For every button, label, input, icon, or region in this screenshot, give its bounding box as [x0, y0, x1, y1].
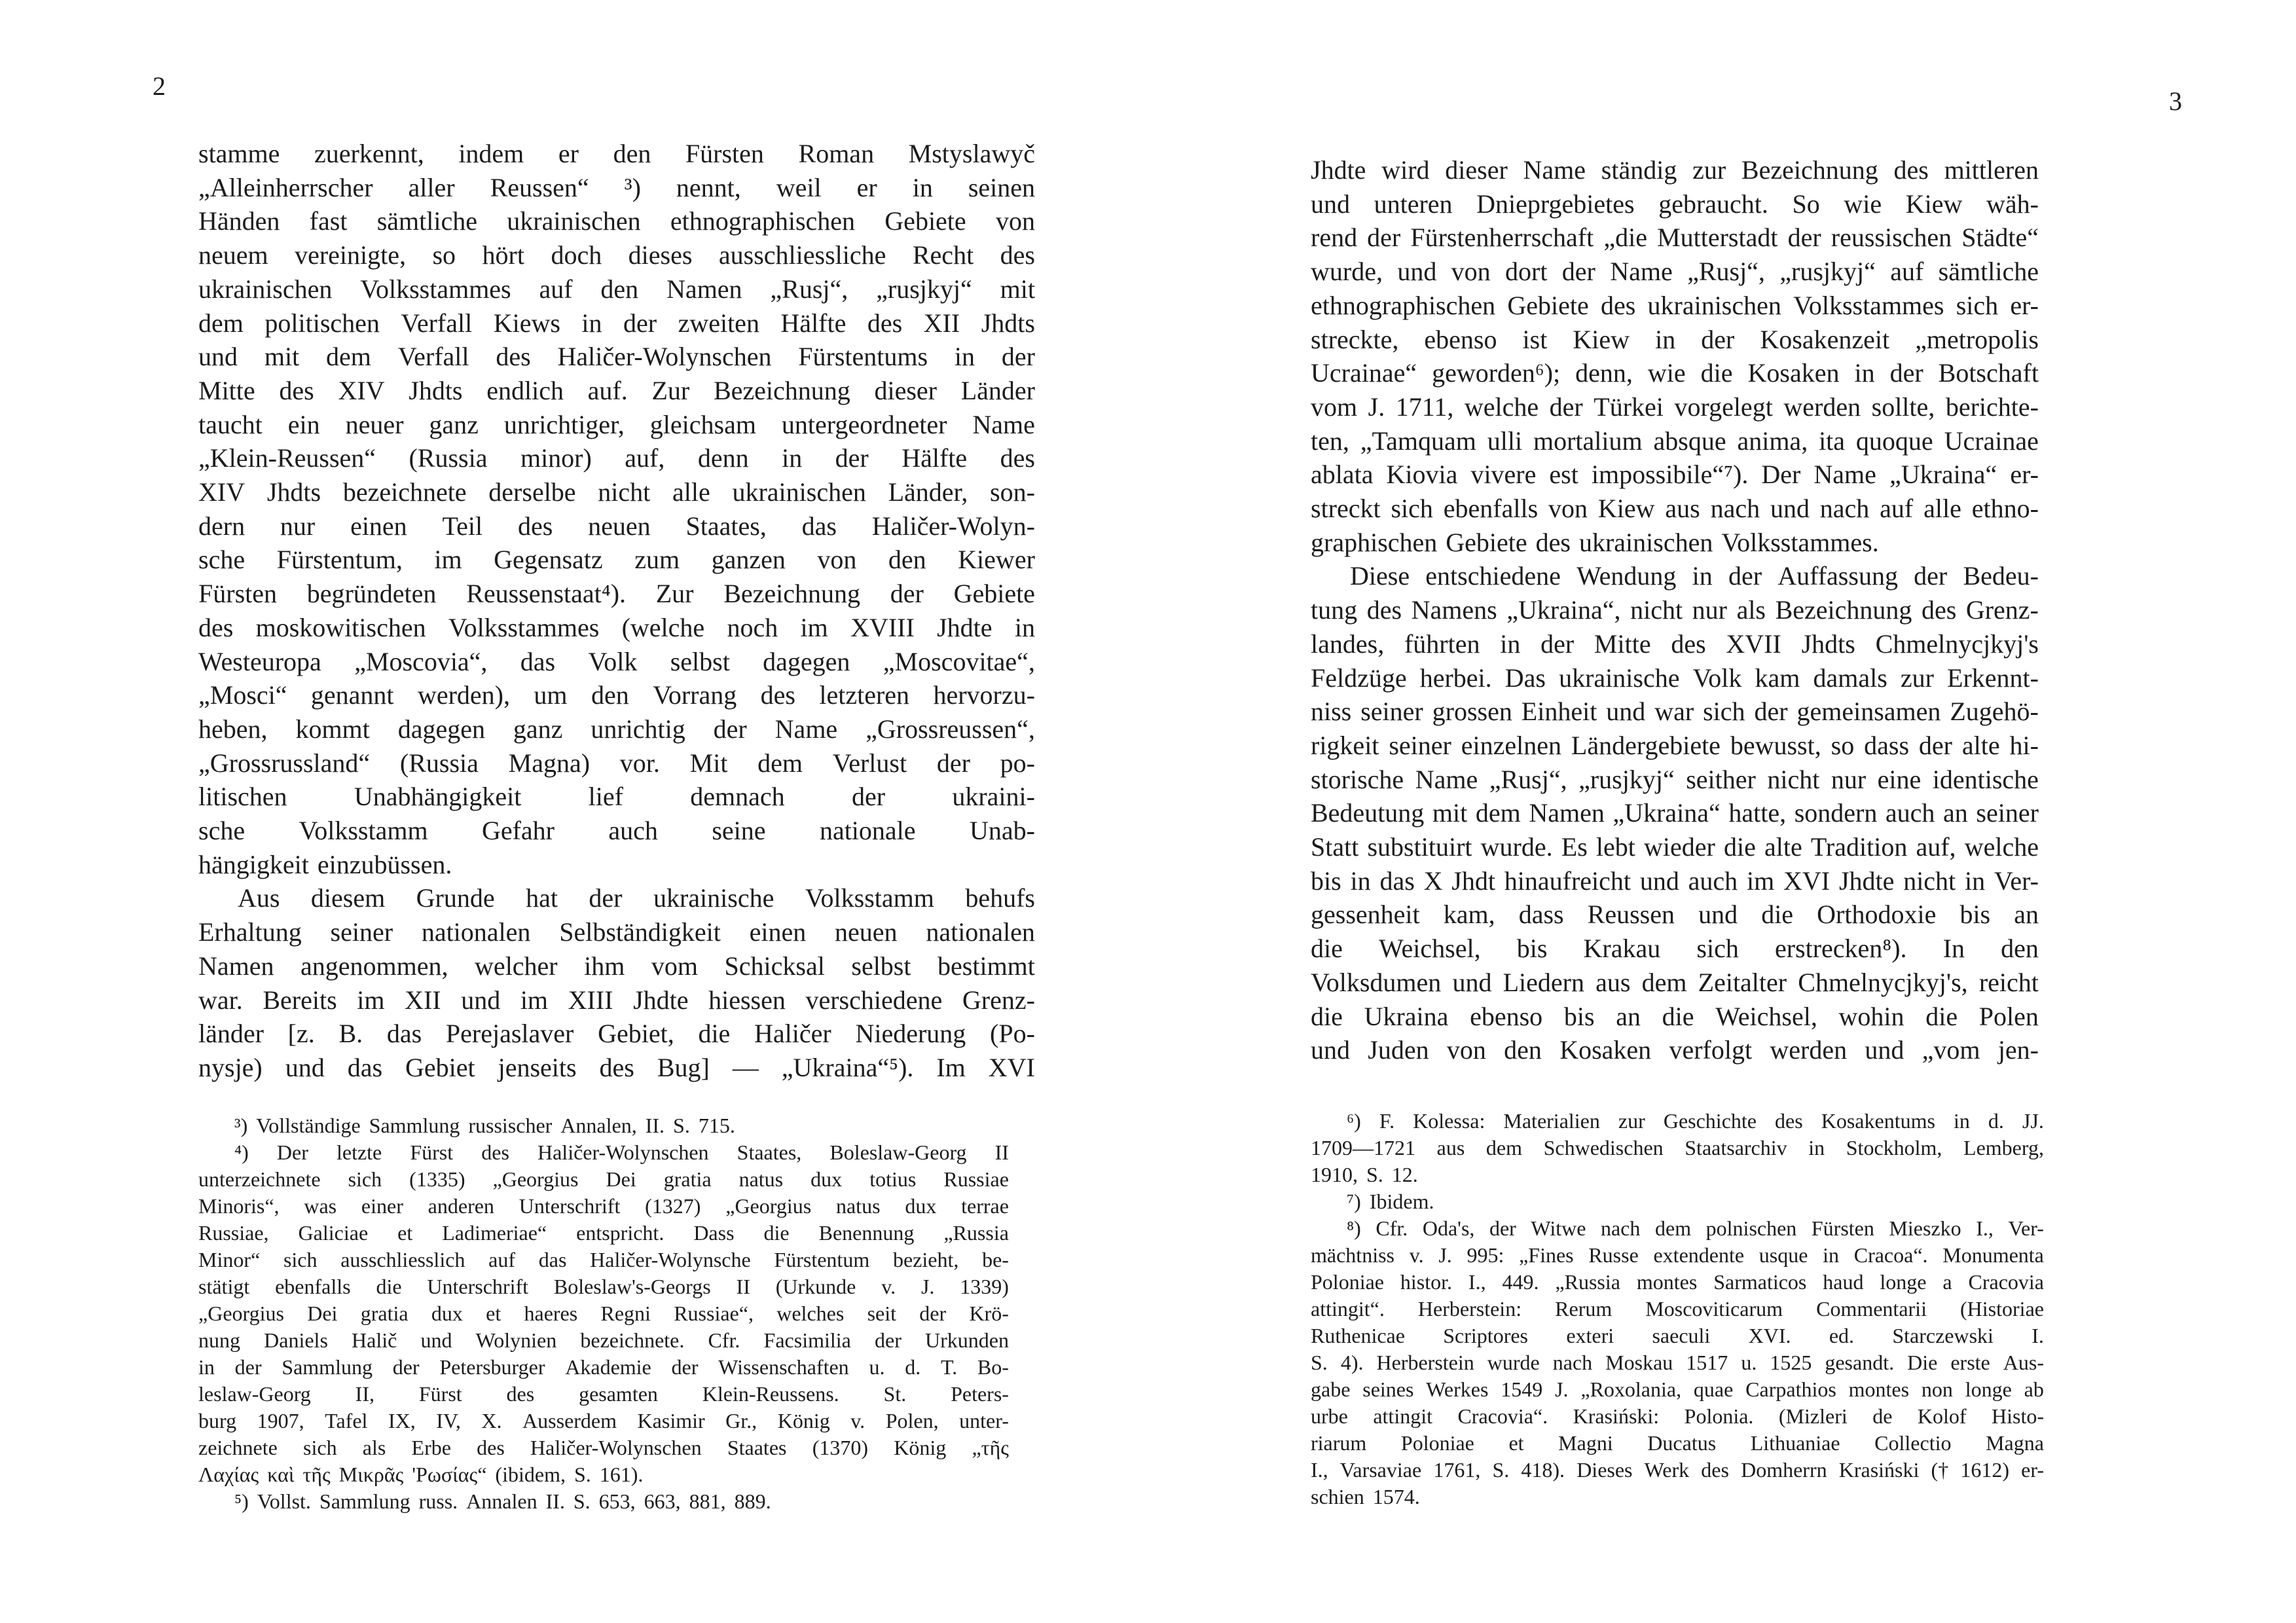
text-line: taucht ein neuer ganz unrichtiger, gleichsam untergeordneter Name	[198, 409, 1035, 439]
text-line: ethnographischen Gebiete des ukrainischen Volksstammes sich er-	[1311, 290, 2039, 320]
text-line: Aus diesem Grunde hat der ukrainische Volksstamm behufs	[238, 883, 1035, 913]
text-line: graphischen Gebiete des ukrainischen Volksstammes.	[1311, 527, 1879, 557]
text-line: sche Volksstamm Gefahr auch seine nationale Unab-	[198, 816, 1035, 846]
text-line: Feldzüge herbei. Das ukrainische Volk kam damals zur Erkennt-	[1311, 663, 2039, 693]
text-line: „Mosci“ genannt werden), um den Vorrang des letzteren hervorzu-	[198, 680, 1035, 710]
text-line: „Klein-Reussen“ (Russia minor) auf, denn in der Hälfte des	[198, 443, 1035, 473]
text-line: streckte, ebenso ist Kiew in der Kosakenzeit „metropolis	[1311, 324, 2039, 354]
footnote-line: unterzeichnete sich (1335) „Georgius Dei gratia natus dux totius Russiae	[198, 1167, 1009, 1191]
text-line: heben, kommt dagegen ganz unrichtig der Name „Grossreussen“,	[198, 714, 1035, 744]
footnote-line: riarum Poloniae et Magni Ducatus Lithuaniae Collectio Magna	[1311, 1431, 2044, 1455]
footnote-line: nung Daniels Halič und Wolynien bezeichnete. Cfr. Facsimilia der Urkunden	[198, 1328, 1009, 1352]
text-line: neuem vereinigte, so hört doch dieses ausschliessliche Recht des	[198, 240, 1035, 270]
footnote-line: I., Varsaviae 1761, S. 418). Dieses Werk des Domherrn Krasiński († 1612) er-	[1311, 1458, 2044, 1482]
text-line: rend der Fürstenherrschaft „die Mutterstadt der reussischen Städte“	[1311, 223, 2039, 253]
text-line: „Grossrussland“ (Russia Magna) vor. Mit dem Verlust der po-	[198, 748, 1035, 778]
text-line: Ucrainae“ geworden⁶); denn, wie die Kosaken in der Botschaft	[1311, 358, 2039, 388]
footnote-line: in der Sammlung der Petersburger Akademie der Wissenschaften u. d. T. Bo-	[198, 1355, 1009, 1379]
text-line: niss seiner grossen Einheit und war sich der gemeinsamen Zugehö-	[1311, 697, 2039, 727]
text-line: bis in das X Jhdt hinaufreicht und auch im XVI Jhdte nicht in Ver-	[1311, 866, 2039, 896]
footnote-line: Λαχίας καὶ τῆς Μικρᾶς 'Ρωσίας“ (ibidem, S. 161).	[198, 1463, 644, 1486]
footnote-line: burg 1907, Tafel IX, IV, X. Ausserdem Kasimir Gr., König v. Polen, unter-	[198, 1409, 1009, 1432]
footnote-line: zeichnete sich als Erbe des Haličer-Wolynschen Staates (1370) König „τῆς	[198, 1436, 1009, 1459]
body-text	[1311, 153, 2039, 1067]
page-number: 3	[2169, 86, 2182, 116]
footnotes	[198, 1112, 1009, 1515]
footnote-line: 1910, S. 12.	[1311, 1163, 1418, 1186]
text-line: die Weichsel, bis Krakau sich erstrecken⁸). In den	[1311, 934, 2039, 964]
footnote-line: Minoris“, was einer anderen Unterschrift (1327) „Georgius natus dux terrae	[198, 1194, 1009, 1218]
text-line: vom J. 1711, welche der Türkei vorgelegt werden sollte, berichte-	[1311, 392, 2039, 422]
footnote-line: ⁷) Ibidem.	[1347, 1190, 1434, 1213]
footnote-line: ³) Vollständige Sammlung russischer Annalen, II. S. 715.	[234, 1114, 735, 1137]
footnote-line: attingit“. Herberstein: Rerum Moscoviticarum Commentarii (Historiae	[1311, 1297, 2044, 1321]
text-line: wurde, und von dort der Name „Rusj“, „rusjkyj“ auf sämtliche	[1311, 257, 2039, 287]
text-line: „Alleinherrscher aller Reussen“ ³) nennt, weil er in seinen	[198, 172, 1035, 202]
text-line: dem politischen Verfall Kiews in der zweiten Hälfte des XII Jhdts	[198, 308, 1035, 338]
text-line: Erhaltung seiner nationalen Selbständigkeit einen neuen nationalen	[198, 917, 1035, 947]
body-text	[198, 137, 1035, 1085]
footnote-line: ⁶) F. Kolessa: Materialien zur Geschichte des Kosakentums in d. JJ.	[1347, 1109, 2044, 1133]
footnote-line: ⁴) Der letzte Fürst des Haličer-Wolynschen Staates, Boleslaw-Georg II	[234, 1140, 1009, 1164]
text-line: Westeuropa „Moscovia“, das Volk selbst dagegen „Moscovitae“,	[198, 646, 1035, 676]
text-line: länder [z. B. das Perejaslaver Gebiet, die Haličer Niederung (Po-	[198, 1019, 1035, 1049]
footnote-line: leslaw-Georg II, Fürst des gesamten Klein-Reussens. St. Peters-	[198, 1382, 1009, 1406]
text-line: Volksdumen und Liedern aus dem Zeitalter Chmelnycjkyj's, reicht	[1311, 967, 2039, 997]
text-line: Mitte des XIV Jhdts endlich auf. Zur Bezeichnung dieser Länder	[198, 375, 1035, 405]
text-line: gessenheit kam, dass Reussen und die Orthodoxie bis an	[1311, 900, 2039, 930]
footnote-line: ⁸) Cfr. Oda's, der Witwe nach dem polnischen Fürsten Mieszko I., Ver-	[1347, 1216, 2044, 1240]
text-line: ten, „Tamquam ulli mortalium absque anima, ita quoque Ucrainae	[1311, 426, 2039, 456]
text-line: XIV Jhdts bezeichnete derselbe nicht alle ukrainischen Länder, son-	[198, 477, 1035, 507]
text-line: rigkeit seiner einzelnen Ländergebiete bewusst, so dass der alte hi-	[1311, 730, 2039, 760]
footnote-line: Ruthenicae Scriptores exteri saeculi XVI. ed. Starczewski I.	[1311, 1324, 2044, 1347]
footnote-line: Russiae, Galiciae et Ladimeriae“ entspricht. Dass die Benennung „Russia	[198, 1221, 1009, 1245]
footnote-line: „Georgius Dei gratia dux et haeres Regni Russiae“, welches seit der Krö-	[198, 1302, 1009, 1325]
footnote-line: schien 1574.	[1311, 1485, 1420, 1508]
text-line: Jhdte wird dieser Name ständig zur Bezeichnung des mittleren	[1311, 155, 2039, 185]
footnote-line: 1709—1721 aus dem Schwedischen Staatsarchiv in Stockholm, Lemberg,	[1311, 1136, 2044, 1159]
text-line: und unteren Dnieprgebietes gebraucht. So wie Kiew wäh-	[1311, 189, 2039, 219]
text-line: hängigkeit einzubüssen.	[198, 849, 452, 879]
text-line: stamme zuerkennt, indem er den Fürsten Roman Mstyslawyč	[198, 139, 1035, 168]
footnote-line: Minor“ sich ausschliesslich auf das Haličer-Wolynsche Fürstentum bezieht, be-	[198, 1248, 1009, 1271]
footnote-line: S. 4). Herberstein wurde nach Moskau 1517 u. 1525 gesandt. Die erste Aus-	[1311, 1351, 2044, 1374]
text-line: war. Bereits im XII und im XIII Jhdte hiessen verschiedene Grenz-	[198, 985, 1035, 1015]
text-line: und Juden von den Kosaken verfolgt werden und „vom jen-	[1311, 1035, 2039, 1065]
text-line: landes, führten in der Mitte des XVII Jhdts Chmelnycjkyj's	[1311, 629, 2039, 659]
text-line: nysje) und das Gebiet jenseits des Bug] — „Ukraina“⁵). Im XVI	[198, 1052, 1035, 1082]
text-line: tung des Namens „Ukraina“, nicht nur als Bezeichnung des Grenz-	[1311, 595, 2039, 625]
text-line: Bedeutung mit dem Namen „Ukraina“ hatte, sondern auch an seiner	[1311, 798, 2039, 828]
footnote-line: urbe attingit Cracovia“. Krasiński: Polonia. (Mizleri de Kolof Histo-	[1311, 1404, 2044, 1428]
text-line: und mit dem Verfall des Haličer-Wolynschen Fürstentums in der	[198, 342, 1035, 372]
text-line: des moskowitischen Volksstammes (welche noch im XVIII Jhdte in	[198, 612, 1035, 642]
text-line: die Ukraina ebenso bis an die Weichsel, wohin die Polen	[1311, 1001, 2039, 1031]
text-line: storische Name „Rusj“, „rusjkyj“ seither nicht nur eine identische	[1311, 764, 2039, 794]
text-line: Fürsten begründeten Reussenstaat⁴). Zur Bezeichnung der Gebiete	[198, 579, 1035, 609]
text-line: dern nur einen Teil des neuen Staates, das Haličer-Wolyn-	[198, 511, 1035, 541]
text-line: litischen Unabhängigkeit lief demnach der ukraini-	[198, 782, 1035, 812]
text-line: Namen angenommen, welcher ihm vom Schicksal selbst bestimmt	[198, 951, 1035, 981]
text-line: ablata Kiovia vivere est impossibile“⁷). Der Name „Ukraina“ er-	[1311, 460, 2039, 490]
footnote-line: Poloniae histor. I., 449. „Russia montes Sarmaticos haud longe a Cracovia	[1311, 1270, 2044, 1294]
footnote-line: ⁵) Vollst. Sammlung russ. Annalen II. S. 653, 663, 881, 889.	[234, 1489, 771, 1513]
page-number: 2	[153, 71, 166, 101]
text-line: Statt substituirt wurde. Es lebt wieder die alte Tradition auf, welche	[1311, 832, 2039, 862]
text-line: sche Fürstentum, im Gegensatz zum ganzen von den Kiewer	[198, 545, 1035, 575]
text-line: Händen fast sämtliche ukrainischen ethnographischen Gebiete von	[198, 206, 1035, 236]
text-line: ukrainischen Volksstammes auf den Namen „Rusj“, „rusjkyj“ mit	[198, 274, 1035, 304]
footnotes	[1311, 1108, 2044, 1510]
footnote-line: gabe seines Werkes 1549 J. „Roxolania, quae Carpathios montes non longe ab	[1311, 1377, 2044, 1401]
right-page	[1152, 0, 2296, 1623]
text-line: streckt sich ebenfalls von Kiew aus nach und nach auf alle ethno-	[1311, 494, 2039, 524]
text-line: Diese entschiedene Wendung in der Auffassung der Bedeu-	[1350, 561, 2039, 591]
footnote-line: stätigt ebenfalls die Unterschrift Boleslaw's-Georgs II (Urkunde v. J. 1339)	[198, 1275, 1009, 1298]
footnote-line: mächtniss v. J. 995: „Fines Russe extendente usque in Cracoa“. Monumenta	[1311, 1243, 2044, 1267]
